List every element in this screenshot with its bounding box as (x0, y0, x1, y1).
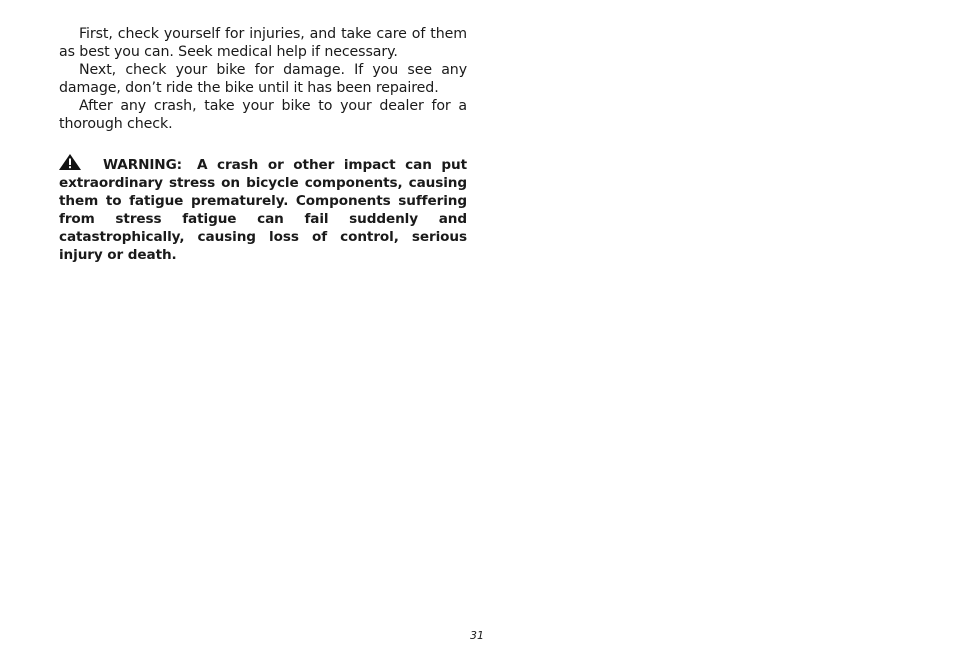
paragraph-check-injuries: First, check yourself for injuries, and take care of them as best you can. Seek medical help if necessary. (59, 26, 467, 60)
text-column (59, 25, 467, 264)
paragraph-dealer-check: After any crash, take your bike to your dealer for a thorough check. (59, 98, 467, 132)
warning-text: A crash or other impact can put extraordinary stress on bicycle components, causing them to fatigue prematurely. Components suffering from stress fatigue can fail suddenly and catastrophically, causing loss of control, serious injury or death. (59, 157, 467, 263)
paragraph-check-bike: Next, check your bike for damage. If you see any damage, don’t ride the bike until it has been repaired. (59, 62, 467, 96)
warning-label: WARNING: (103, 157, 182, 173)
warning-block (59, 154, 467, 264)
page-number: 31 (470, 629, 484, 642)
warning-triangle-icon (59, 154, 81, 170)
